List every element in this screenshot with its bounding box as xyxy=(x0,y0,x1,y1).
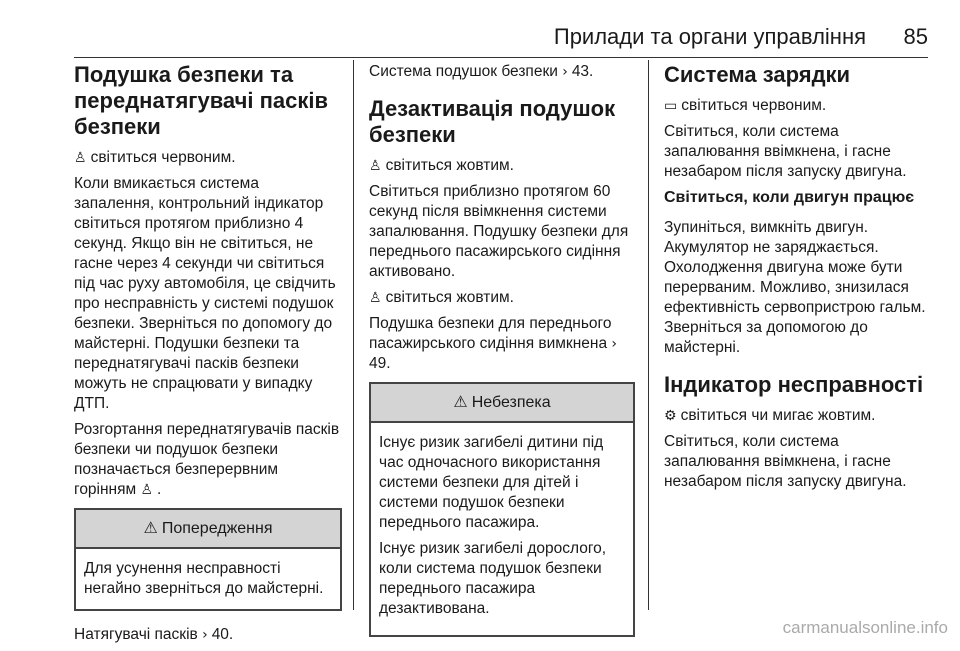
warning-box-header: ⚠ Попередження xyxy=(76,510,340,549)
page-number: 85 xyxy=(903,24,928,49)
malfunction-status: ⚙ світиться чи мигає жовтим. xyxy=(664,407,876,424)
engine-icon: ⚙ xyxy=(664,408,677,424)
column-2 xyxy=(369,62,635,651)
danger-box-text-1: Існує ризик загибелі дитини під час одночасного використання системи безпеки для дітей і системи подушок безпеки переднього пасажира. xyxy=(379,434,604,531)
warning-box xyxy=(74,508,342,611)
danger-box-body xyxy=(371,423,633,635)
airbag-icon: ♙ xyxy=(74,150,87,166)
airbag-system-reference[interactable]: Система подушок безпеки › 43. xyxy=(369,63,594,80)
reference-arrow-icon: › xyxy=(611,336,617,352)
charging-system-heading: Система зарядки xyxy=(664,62,851,87)
airbag-status: ♙ світиться червоним. xyxy=(74,149,236,166)
column-divider-2 xyxy=(648,60,649,610)
watermark: carmanualsonline.info xyxy=(782,618,948,637)
airbag-heading: Подушка безпеки та переднатягувачі пасків безпеки xyxy=(74,62,329,139)
reference-arrow-icon: › xyxy=(202,627,208,643)
airbag-deactivation-heading: Дезактивація подушок безпеки xyxy=(369,96,616,147)
column-1 xyxy=(74,62,342,651)
warning-box-text: Для усунення несправності негайно зверніться до майстерні. xyxy=(84,560,324,597)
malfunction-paragraph: Світиться, коли система запалювання ввімкнена, і гасне незабаром після запуску двигуна. xyxy=(664,433,907,490)
airbag-off-status: ♙ світиться жовтим. xyxy=(369,289,514,306)
airbag-on-icon: ♙ xyxy=(369,158,382,174)
header-title: Прилади та органи управління xyxy=(553,24,866,49)
charging-paragraph-1: Світиться, коли система запалювання ввімкнена, і гасне незабаром після запуску двигуна. xyxy=(664,123,907,180)
column-divider-1 xyxy=(353,60,354,610)
warning-triangle-icon: ⚠ xyxy=(143,518,158,537)
column-3 xyxy=(664,62,930,498)
airbag-icon: ♙ xyxy=(140,482,154,498)
airbag-off-icon: ♙ xyxy=(369,290,382,306)
danger-box-header: ⚠ Небезпека xyxy=(371,384,633,423)
airbag-deactivation-paragraph-1: Світиться приблизно протягом 60 секунд після ввімкнення системи запалювання. Подушку безпеки для переднього пасажирського сидіння активовано. xyxy=(369,183,629,280)
battery-icon: ▭ xyxy=(664,98,678,114)
header-rule xyxy=(74,57,928,58)
warning-triangle-icon: ⚠ xyxy=(453,392,468,411)
belt-tensioner-reference[interactable]: Натягувачі пасків › 40. xyxy=(74,626,234,643)
airbag-paragraph-1: Коли вмикається система запалення, контрольний індикатор світиться протягом приблизно 4 секунд. Якщо він не світиться, не гасне через 4 секунди чи світиться під час руху автомобіля, це свідчить про несправність у системі подушок безпеки. Зверніться по допомогу до майстерні. Подушки безпеки та переднатягувачі пасків безпеки можуть не спрацювати у випадку ДТП. xyxy=(74,175,336,412)
charging-status: ▭ світиться червоним. xyxy=(664,97,827,114)
airbag-paragraph-2: Розгортання переднатягувачів пасків безпеки чи подушок безпеки позначається безперервним горінням ♙ . xyxy=(74,421,340,498)
charging-paragraph-2: Зупиніться, вимкніть двигун. Акумулятор не заряджається. Охолодження двигуна може бути перерваним. Можливо, знизилася ефективність сервопристрою гальм. Зверніться за допомогою до майстерні. xyxy=(664,219,926,356)
charging-subheading: Світиться, коли двигун працює xyxy=(664,189,915,206)
page-header xyxy=(74,24,928,58)
danger-box-text-2: Існує ризик загибелі дорослого, коли система подушок безпеки переднього пасажира дезактивована. xyxy=(379,540,607,617)
reference-arrow-icon: › xyxy=(562,64,568,80)
danger-box xyxy=(369,382,635,637)
malfunction-indicator-heading: Індикатор несправності xyxy=(664,372,924,397)
airbag-deactivation-paragraph-2: Подушка безпеки для переднього пасажирського сидіння вимкнена ›49. xyxy=(369,315,617,372)
airbag-on-status: ♙ світиться жовтим. xyxy=(369,157,514,174)
